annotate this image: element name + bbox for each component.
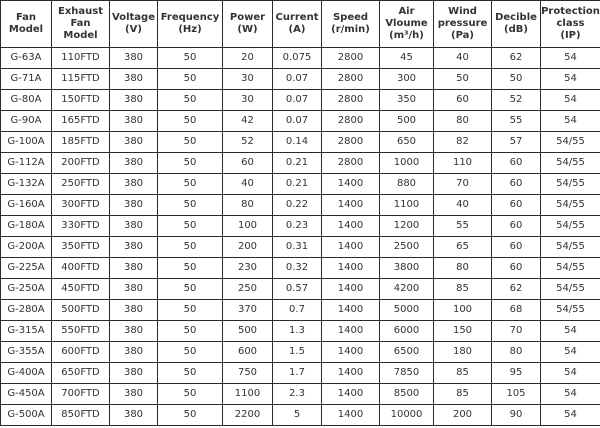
cell-power: 100 — [223, 216, 273, 237]
cell-fan-model: G-500A — [1, 405, 52, 426]
cell-protection-class: 54 — [541, 48, 600, 69]
cell-air-volume: 7850 — [380, 363, 434, 384]
cell-power: 230 — [223, 258, 273, 279]
cell-voltage: 380 — [110, 384, 158, 405]
cell-fan-model: G-90A — [1, 111, 52, 132]
cell-voltage: 380 — [110, 48, 158, 69]
cell-fan-model: G-200A — [1, 237, 52, 258]
cell-frequency: 50 — [158, 132, 223, 153]
cell-protection-class: 54/55 — [541, 195, 600, 216]
cell-wind-pressure: 180 — [434, 342, 492, 363]
cell-wind-pressure: 100 — [434, 300, 492, 321]
cell-voltage: 380 — [110, 111, 158, 132]
cell-protection-class: 54 — [541, 384, 600, 405]
table-header-row — [1, 1, 600, 48]
cell-voltage: 380 — [110, 216, 158, 237]
cell-protection-class: 54/55 — [541, 237, 600, 258]
cell-power: 30 — [223, 90, 273, 111]
column-header-text: (Pa) — [451, 30, 474, 41]
header-power — [223, 1, 273, 48]
cell-voltage: 380 — [110, 90, 158, 111]
cell-current: 2.3 — [273, 384, 322, 405]
column-header-text: (A) — [288, 24, 306, 35]
header-voltage — [110, 1, 158, 48]
cell-power: 40 — [223, 174, 273, 195]
cell-exhaust-fan-model: 250FTD — [52, 174, 110, 195]
cell-frequency: 50 — [158, 300, 223, 321]
cell-current: 0.31 — [273, 237, 322, 258]
header-speed — [322, 1, 380, 48]
cell-speed: 1400 — [322, 174, 380, 195]
cell-air-volume: 650 — [380, 132, 434, 153]
column-header-text: (IP) — [560, 30, 581, 41]
column-header-text: Vloume — [385, 18, 428, 29]
cell-current: 0.07 — [273, 111, 322, 132]
cell-wind-pressure: 82 — [434, 132, 492, 153]
cell-frequency: 50 — [158, 195, 223, 216]
cell-speed: 2800 — [322, 132, 380, 153]
cell-wind-pressure: 110 — [434, 153, 492, 174]
cell-exhaust-fan-model: 450FTD — [52, 279, 110, 300]
cell-decible: 60 — [492, 237, 541, 258]
table-row — [1, 69, 600, 90]
cell-wind-pressure: 85 — [434, 384, 492, 405]
cell-decible: 68 — [492, 300, 541, 321]
cell-current: 1.3 — [273, 321, 322, 342]
cell-exhaust-fan-model: 600FTD — [52, 342, 110, 363]
cell-current: 0.32 — [273, 258, 322, 279]
cell-fan-model: G-160A — [1, 195, 52, 216]
cell-fan-model: G-400A — [1, 363, 52, 384]
cell-protection-class: 54/55 — [541, 174, 600, 195]
cell-air-volume: 45 — [380, 48, 434, 69]
cell-wind-pressure: 70 — [434, 174, 492, 195]
table-row — [1, 90, 600, 111]
cell-decible: 52 — [492, 90, 541, 111]
cell-frequency: 50 — [158, 384, 223, 405]
cell-protection-class: 54/55 — [541, 153, 600, 174]
cell-wind-pressure: 80 — [434, 258, 492, 279]
cell-current: 0.21 — [273, 174, 322, 195]
cell-air-volume: 1100 — [380, 195, 434, 216]
cell-wind-pressure: 200 — [434, 405, 492, 426]
cell-frequency: 50 — [158, 258, 223, 279]
column-header-text: Wind — [448, 6, 477, 17]
cell-voltage: 380 — [110, 321, 158, 342]
cell-protection-class: 54/55 — [541, 258, 600, 279]
cell-power: 60 — [223, 153, 273, 174]
cell-exhaust-fan-model: 700FTD — [52, 384, 110, 405]
cell-frequency: 50 — [158, 153, 223, 174]
cell-air-volume: 5000 — [380, 300, 434, 321]
cell-wind-pressure: 50 — [434, 69, 492, 90]
cell-protection-class: 54 — [541, 321, 600, 342]
cell-voltage: 380 — [110, 258, 158, 279]
cell-current: 0.22 — [273, 195, 322, 216]
cell-air-volume: 500 — [380, 111, 434, 132]
cell-frequency: 50 — [158, 174, 223, 195]
column-header-text: (V) — [125, 24, 142, 35]
column-header-text: Protection — [541, 6, 600, 17]
cell-decible: 60 — [492, 174, 541, 195]
cell-voltage: 380 — [110, 153, 158, 174]
cell-air-volume: 300 — [380, 69, 434, 90]
cell-current: 0.21 — [273, 153, 322, 174]
cell-power: 52 — [223, 132, 273, 153]
cell-speed: 1400 — [322, 342, 380, 363]
cell-wind-pressure: 85 — [434, 363, 492, 384]
cell-voltage: 380 — [110, 405, 158, 426]
cell-exhaust-fan-model: 400FTD — [52, 258, 110, 279]
cell-voltage: 380 — [110, 342, 158, 363]
cell-power: 1100 — [223, 384, 273, 405]
cell-wind-pressure: 60 — [434, 90, 492, 111]
cell-exhaust-fan-model: 110FTD — [52, 48, 110, 69]
cell-decible: 60 — [492, 153, 541, 174]
cell-speed: 1400 — [322, 321, 380, 342]
cell-speed: 2800 — [322, 153, 380, 174]
cell-decible: 70 — [492, 321, 541, 342]
table-row — [1, 300, 600, 321]
cell-frequency: 50 — [158, 363, 223, 384]
cell-air-volume: 1200 — [380, 216, 434, 237]
cell-power: 30 — [223, 69, 273, 90]
cell-exhaust-fan-model: 300FTD — [52, 195, 110, 216]
cell-wind-pressure: 65 — [434, 237, 492, 258]
table-row — [1, 216, 600, 237]
cell-exhaust-fan-model: 150FTD — [52, 90, 110, 111]
header-exhaust-fan-model — [52, 1, 110, 48]
cell-exhaust-fan-model: 165FTD — [52, 111, 110, 132]
header-frequency — [158, 1, 223, 48]
table-row — [1, 111, 600, 132]
header-air-volume — [380, 1, 434, 48]
cell-speed: 1400 — [322, 279, 380, 300]
cell-protection-class: 54 — [541, 342, 600, 363]
cell-wind-pressure: 55 — [434, 216, 492, 237]
column-header-text: Current — [275, 12, 319, 23]
cell-power: 200 — [223, 237, 273, 258]
cell-decible: 50 — [492, 69, 541, 90]
cell-voltage: 380 — [110, 300, 158, 321]
cell-decible: 105 — [492, 384, 541, 405]
cell-power: 370 — [223, 300, 273, 321]
cell-decible: 60 — [492, 195, 541, 216]
column-header-text: Model — [63, 30, 98, 41]
cell-exhaust-fan-model: 185FTD — [52, 132, 110, 153]
cell-exhaust-fan-model: 850FTD — [52, 405, 110, 426]
cell-voltage: 380 — [110, 195, 158, 216]
cell-current: 1.5 — [273, 342, 322, 363]
cell-air-volume: 880 — [380, 174, 434, 195]
header-current — [273, 1, 322, 48]
cell-speed: 1400 — [322, 300, 380, 321]
table-row — [1, 342, 600, 363]
cell-speed: 1400 — [322, 258, 380, 279]
cell-frequency: 50 — [158, 237, 223, 258]
cell-air-volume: 8500 — [380, 384, 434, 405]
cell-fan-model: G-225A — [1, 258, 52, 279]
cell-decible: 95 — [492, 363, 541, 384]
table-row — [1, 279, 600, 300]
cell-speed: 1400 — [322, 405, 380, 426]
table-row — [1, 321, 600, 342]
table-row — [1, 195, 600, 216]
cell-voltage: 380 — [110, 363, 158, 384]
cell-frequency: 50 — [158, 342, 223, 363]
cell-fan-model: G-71A — [1, 69, 52, 90]
cell-speed: 1400 — [322, 195, 380, 216]
cell-air-volume: 10000 — [380, 405, 434, 426]
cell-fan-model: G-180A — [1, 216, 52, 237]
cell-speed: 2800 — [322, 111, 380, 132]
column-header-text: (r/min) — [331, 24, 370, 35]
table-row — [1, 174, 600, 195]
cell-exhaust-fan-model: 200FTD — [52, 153, 110, 174]
cell-current: 0.075 — [273, 48, 322, 69]
cell-air-volume: 1000 — [380, 153, 434, 174]
cell-air-volume: 3800 — [380, 258, 434, 279]
cell-voltage: 380 — [110, 132, 158, 153]
column-header-text: Speed — [332, 12, 369, 23]
cell-frequency: 50 — [158, 321, 223, 342]
header-protection-class — [541, 1, 600, 48]
cell-current: 0.57 — [273, 279, 322, 300]
cell-air-volume: 6000 — [380, 321, 434, 342]
cell-frequency: 50 — [158, 405, 223, 426]
cell-exhaust-fan-model: 500FTD — [52, 300, 110, 321]
cell-frequency: 50 — [158, 48, 223, 69]
cell-protection-class: 54/55 — [541, 279, 600, 300]
cell-wind-pressure: 150 — [434, 321, 492, 342]
column-header-text: (Hz) — [178, 24, 202, 35]
cell-current: 1.7 — [273, 363, 322, 384]
cell-fan-model: G-100A — [1, 132, 52, 153]
column-header-text: Decible — [495, 12, 537, 23]
header-decible — [492, 1, 541, 48]
header-wind-pressure — [434, 1, 492, 48]
cell-frequency: 50 — [158, 111, 223, 132]
cell-exhaust-fan-model: 550FTD — [52, 321, 110, 342]
cell-fan-model: G-280A — [1, 300, 52, 321]
table-row — [1, 258, 600, 279]
cell-fan-model: G-315A — [1, 321, 52, 342]
cell-air-volume: 4200 — [380, 279, 434, 300]
cell-protection-class: 54 — [541, 90, 600, 111]
cell-voltage: 380 — [110, 174, 158, 195]
table-row — [1, 405, 600, 426]
cell-protection-class: 54 — [541, 405, 600, 426]
column-header-text: (dB) — [504, 24, 528, 35]
table-body — [1, 48, 600, 426]
cell-current: 0.7 — [273, 300, 322, 321]
cell-speed: 2800 — [322, 90, 380, 111]
cell-power: 250 — [223, 279, 273, 300]
cell-speed: 1400 — [322, 384, 380, 405]
cell-voltage: 380 — [110, 279, 158, 300]
cell-voltage: 380 — [110, 69, 158, 90]
cell-power: 750 — [223, 363, 273, 384]
column-header-text: (W) — [237, 24, 258, 35]
cell-fan-model: G-80A — [1, 90, 52, 111]
cell-decible: 90 — [492, 405, 541, 426]
table-row — [1, 363, 600, 384]
column-header-text: Voltage — [112, 12, 155, 23]
cell-current: 0.07 — [273, 69, 322, 90]
cell-wind-pressure: 40 — [434, 195, 492, 216]
table-row — [1, 384, 600, 405]
cell-current: 5 — [273, 405, 322, 426]
cell-air-volume: 6500 — [380, 342, 434, 363]
cell-protection-class: 54/55 — [541, 216, 600, 237]
cell-speed: 2800 — [322, 48, 380, 69]
cell-speed: 1400 — [322, 363, 380, 384]
column-header-text: (m³/h) — [389, 30, 424, 41]
column-header-text: Fan — [70, 18, 91, 29]
cell-wind-pressure: 40 — [434, 48, 492, 69]
cell-power: 20 — [223, 48, 273, 69]
cell-decible: 80 — [492, 342, 541, 363]
cell-current: 0.07 — [273, 90, 322, 111]
table-row — [1, 48, 600, 69]
cell-protection-class: 54 — [541, 69, 600, 90]
cell-wind-pressure: 85 — [434, 279, 492, 300]
cell-decible: 60 — [492, 216, 541, 237]
cell-air-volume: 2500 — [380, 237, 434, 258]
cell-power: 2200 — [223, 405, 273, 426]
column-header-text: Power — [229, 12, 266, 23]
cell-fan-model: G-112A — [1, 153, 52, 174]
cell-decible: 60 — [492, 258, 541, 279]
cell-power: 600 — [223, 342, 273, 363]
cell-voltage: 380 — [110, 237, 158, 258]
table-row — [1, 237, 600, 258]
column-header-text: class — [556, 18, 585, 29]
cell-current: 0.14 — [273, 132, 322, 153]
cell-exhaust-fan-model: 330FTD — [52, 216, 110, 237]
cell-fan-model: G-132A — [1, 174, 52, 195]
column-header-text: pressure — [437, 18, 488, 29]
cell-decible: 55 — [492, 111, 541, 132]
cell-frequency: 50 — [158, 279, 223, 300]
table-row — [1, 153, 600, 174]
cell-exhaust-fan-model: 650FTD — [52, 363, 110, 384]
header-fan-model — [1, 1, 52, 48]
cell-protection-class: 54 — [541, 111, 600, 132]
cell-frequency: 50 — [158, 90, 223, 111]
cell-speed: 1400 — [322, 216, 380, 237]
cell-power: 80 — [223, 195, 273, 216]
cell-current: 0.23 — [273, 216, 322, 237]
cell-protection-class: 54/55 — [541, 300, 600, 321]
cell-fan-model: G-250A — [1, 279, 52, 300]
cell-wind-pressure: 80 — [434, 111, 492, 132]
cell-frequency: 50 — [158, 69, 223, 90]
column-header-text: Exhaust — [58, 6, 103, 17]
cell-protection-class: 54/55 — [541, 132, 600, 153]
cell-air-volume: 350 — [380, 90, 434, 111]
column-header-text: Fan — [15, 12, 37, 23]
cell-decible: 57 — [492, 132, 541, 153]
cell-frequency: 50 — [158, 216, 223, 237]
cell-speed: 2800 — [322, 69, 380, 90]
column-header-text: Model — [8, 24, 44, 35]
cell-speed: 1400 — [322, 237, 380, 258]
cell-power: 500 — [223, 321, 273, 342]
cell-exhaust-fan-model: 350FTD — [52, 237, 110, 258]
cell-decible: 62 — [492, 48, 541, 69]
cell-fan-model: G-355A — [1, 342, 52, 363]
column-header-text: Frequency — [160, 12, 220, 23]
cell-decible: 62 — [492, 279, 541, 300]
cell-protection-class: 54 — [541, 363, 600, 384]
cell-exhaust-fan-model: 115FTD — [52, 69, 110, 90]
cell-fan-model: G-63A — [1, 48, 52, 69]
cell-fan-model: G-450A — [1, 384, 52, 405]
cell-power: 42 — [223, 111, 273, 132]
table-row — [1, 132, 600, 153]
column-header-text: Air — [398, 6, 415, 17]
